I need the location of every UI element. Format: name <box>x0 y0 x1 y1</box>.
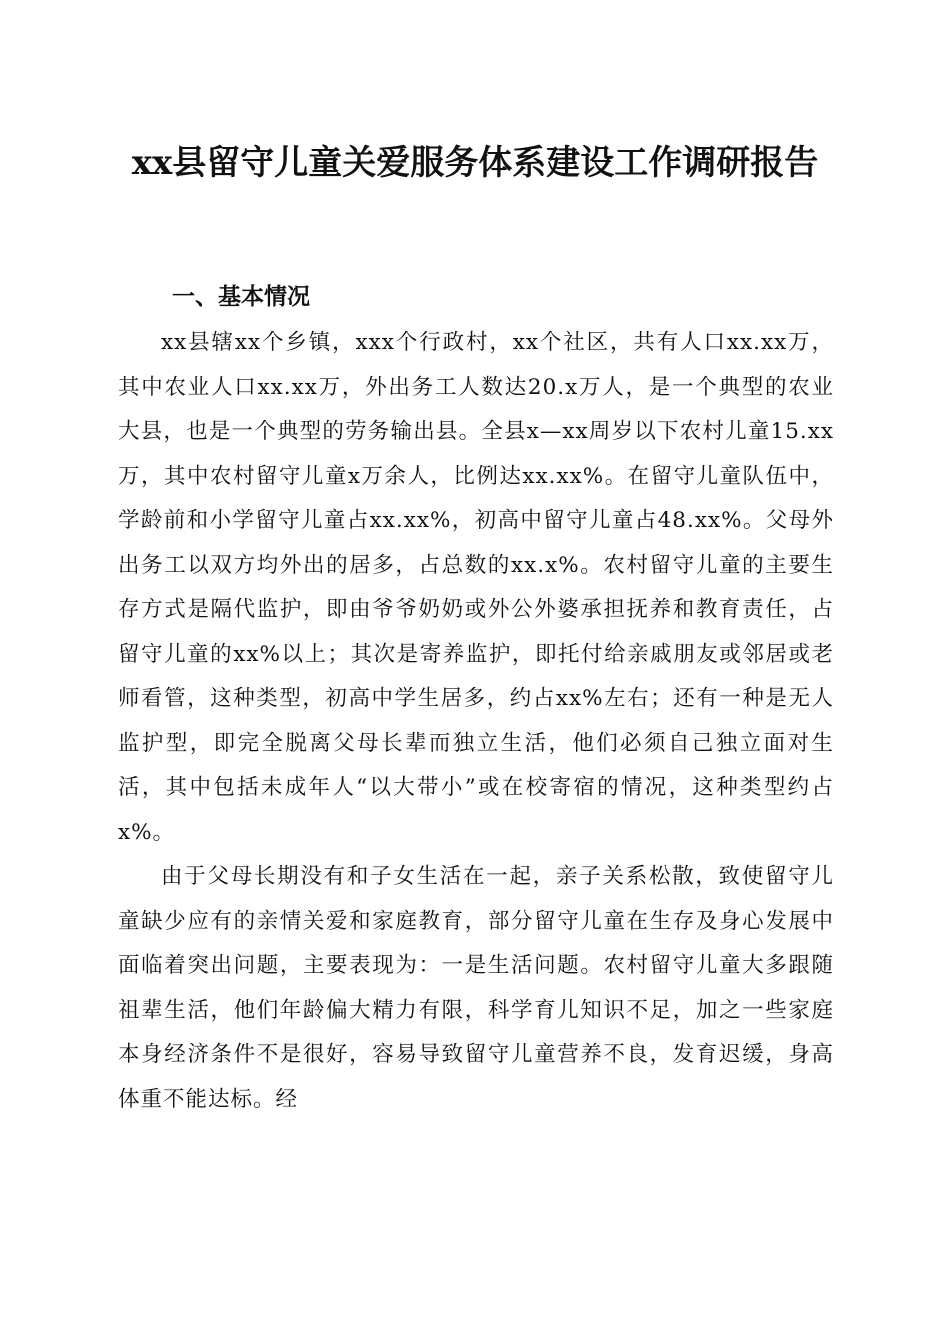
section-heading-basic-info: 一、基本情况 <box>172 284 310 310</box>
document-title: xx县留守儿童关爱服务体系建设工作调研报告 <box>131 143 819 183</box>
paragraph-2: 由于父母长期没有和子女生活在一起，亲子关系松散，致使留守儿童缺少应有的亲情关爱和家庭教育，部分留守儿童在生存及身心发展中面临着突出问题，主要表现为：一是生活问题。农村留守儿童大多跟随祖辈生活，他们年龄偏大精力有限，科学育儿知识不足，加之一些家庭本身经济条件不是很好，容易导致留守儿童营养不良，发育迟缓，身高体重不能达标。经 <box>118 864 834 1112</box>
paragraph-1: xx县辖xx个乡镇，xxx个行政村，xx个社区，共有人口xx.xx万，其中农业人口xx.xx万，外出务工人数达20.x万人，是一个典型的农业大县，也是一个典型的劳务输出县。全县x—xx周岁以下农村儿童15.xx万，其中农村留守儿童x万余人，比例达xx.xx%。在留守儿童队伍中，学龄前和小学留守儿童占xx.xx%，初高中留守儿童占48.xx%。父母外出务工以双方均外出的居多，占总数的xx.x%。农村留守儿童的主要生存方式是隔代监护，即由爷爷奶奶或外公外婆承担抚养和教育责任，占留守儿童的xx%以上；其次是寄养监护，即托付给亲戚朋友或邻居或老师看管，这种类型，初高中学生居多，约占xx%左右；还有一种是无人监护型，即完全脱离父母长辈而独立生活，他们必须自己独立面对生活，其中包括未成年人“以大带小”或在校寄宿的情况，这种类型约占x%。 <box>118 330 834 845</box>
section-body <box>118 321 834 1122</box>
